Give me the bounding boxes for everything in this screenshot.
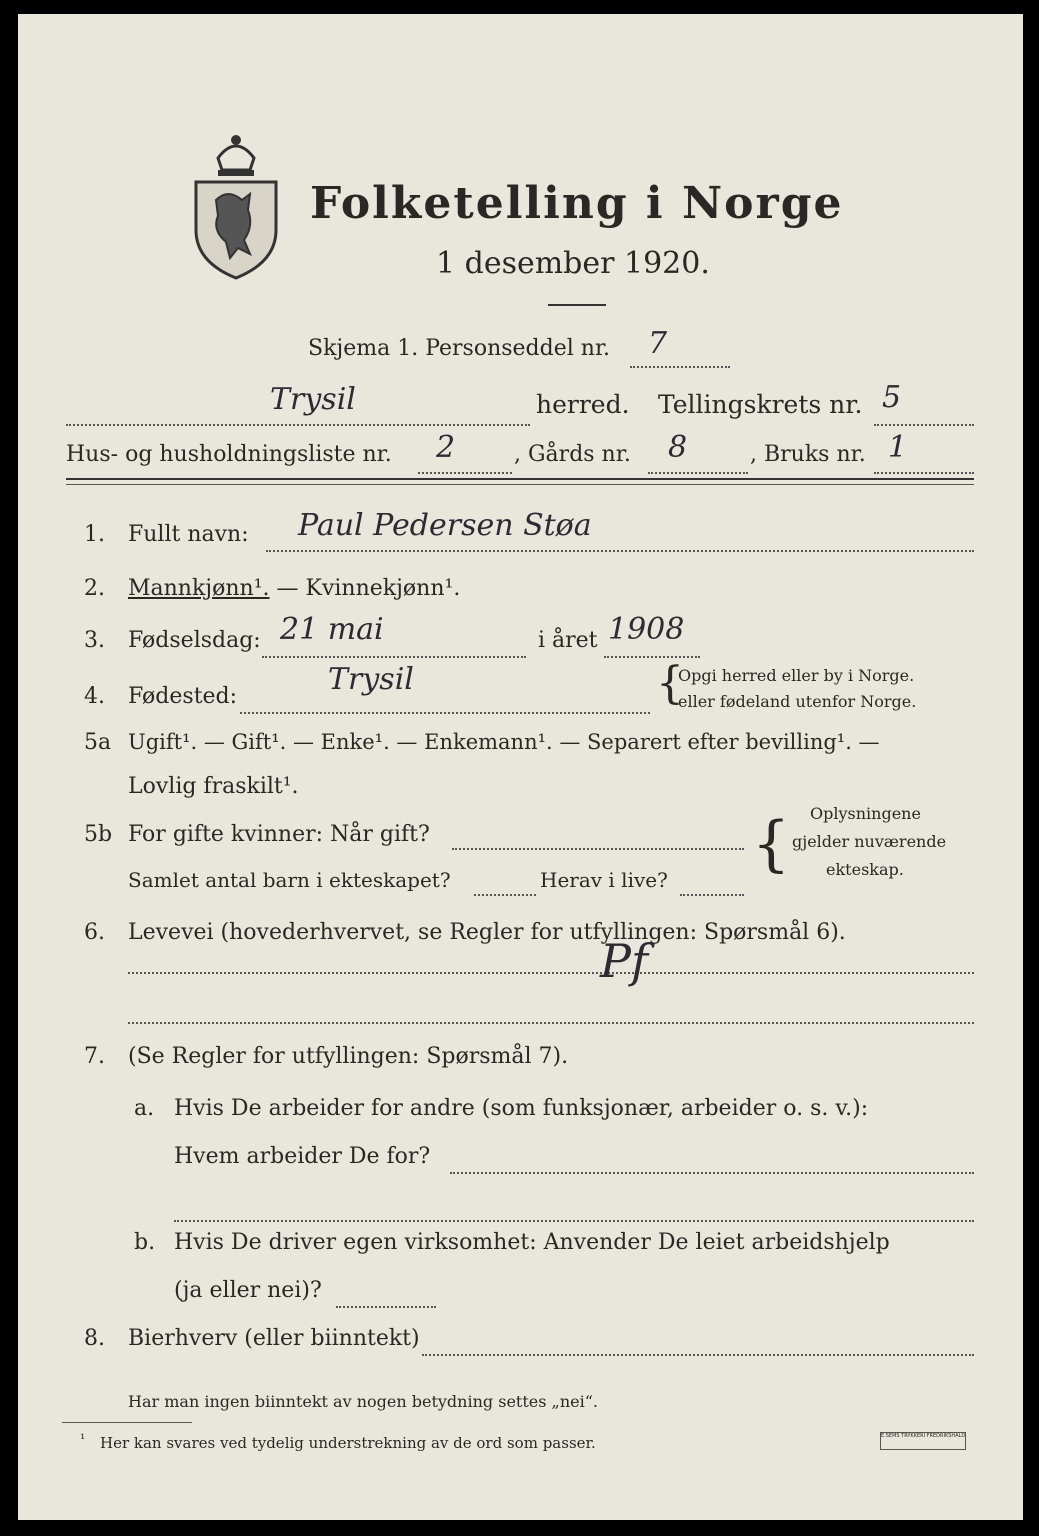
q8-number: 8. [84, 1326, 105, 1351]
employer-line-2[interactable] [174, 1220, 974, 1222]
side-income-line[interactable] [422, 1354, 974, 1356]
q7b-yesno-label: (ja eller nei)? [174, 1278, 322, 1303]
q5b-brace: { [752, 809, 791, 879]
footnote-mark: ¹ [80, 1432, 86, 1447]
header-rule-bottom [66, 484, 974, 485]
bruks-value[interactable]: 1 [888, 430, 908, 465]
bruks-line [874, 472, 974, 474]
q5b-note-3: ekteskap. [826, 860, 904, 879]
q7a-employer-label: Hvem arbeider De for? [174, 1144, 431, 1169]
q6-number: 6. [84, 920, 105, 945]
q8-label: Bierhverv (eller biinntekt) [128, 1326, 420, 1351]
q7b-number: b. [134, 1230, 156, 1255]
married-when-line[interactable] [452, 848, 744, 850]
marital-status-options-2[interactable]: Lovlig fraskilt¹. [128, 774, 299, 799]
hus-line [418, 472, 512, 474]
children-alive-line[interactable] [680, 894, 744, 896]
q5a-number: 5a [84, 730, 112, 755]
q6-label: Levevei (hovederhvervet, se Regler for utfyllingen: Spørsmål 6). [128, 920, 846, 945]
printer-stamp: E.SEMS TRYKKERI FREDRIKSHALD [880, 1432, 966, 1450]
q7-label: (Se Regler for utfyllingen: Spørsmål 7). [128, 1044, 569, 1069]
q7a-number: a. [134, 1096, 155, 1121]
q3-line [262, 656, 526, 658]
birthplace-value[interactable]: Trysil [328, 662, 414, 697]
q5b-children-label: Samlet antal barn i ekteskapet? [128, 868, 451, 892]
q3-label: Fødselsdag: [128, 628, 261, 653]
census-form [18, 14, 1023, 1520]
q1-line [266, 550, 974, 552]
q7-number: 7. [84, 1044, 105, 1069]
hus-label: Hus- og husholdningsliste nr. [66, 442, 392, 467]
q5b-label: For gifte kvinner: Når gift? [128, 822, 430, 847]
header-rule-top [66, 478, 974, 480]
hus-value[interactable]: 2 [436, 430, 456, 465]
q5b-alive-label: Herav i live? [540, 868, 668, 892]
q4-line [240, 712, 650, 714]
q2-options [128, 576, 460, 601]
footer-note: Har man ingen biinntekt av nogen betydning settes „nei“. [128, 1392, 598, 1411]
birthday-value[interactable]: 21 mai [280, 612, 384, 647]
title-divider [548, 304, 606, 306]
q5b-note-1: Oplysningene [810, 804, 921, 823]
q5b-note-2: gjelder nuværende [792, 832, 947, 851]
gards-line [648, 472, 748, 474]
full-name-value[interactable]: Paul Pedersen Støa [298, 508, 592, 543]
q7a-label: Hvis De arbeider for andre (som funksjonær, arbeider o. s. v.): [174, 1096, 869, 1121]
birth-year-value[interactable]: 1908 [608, 612, 685, 647]
q3-number: 3. [84, 628, 105, 653]
marital-status-options[interactable]: Ugift¹. — Gift¹. — Enke¹. — Enkemann¹. — Separert efter bevilling¹. — [128, 730, 880, 754]
occupation-line-2[interactable] [128, 1022, 974, 1024]
q2-male-option[interactable]: Mannkjønn¹. [128, 576, 270, 601]
form-title: Folketelling i Norge [310, 178, 844, 229]
q4-number: 4. [84, 684, 105, 709]
schema-label: Skjema 1. Personseddel nr. [308, 336, 611, 361]
krets-label: Tellingskrets nr. [658, 390, 863, 419]
schema-value[interactable]: 7 [648, 326, 668, 361]
coat-of-arms-icon [188, 130, 284, 280]
q7b-label: Hvis De driver egen virksomhet: Anvender De leiet arbeidshjelp [174, 1230, 890, 1255]
bruks-label: , Bruks nr. [750, 442, 866, 467]
children-total-line[interactable] [474, 894, 536, 896]
q2-female-option[interactable]: — Kvinnekjønn¹. [269, 576, 461, 601]
census-date: 1 desember 1920. [436, 246, 710, 281]
q4-note-1: Opgi herred eller by i Norge. [678, 666, 915, 685]
schema-line [630, 366, 730, 368]
krets-value[interactable]: 5 [882, 380, 902, 415]
gards-label: , Gårds nr. [514, 442, 631, 467]
q4-note-2: eller fødeland utenfor Norge. [678, 692, 917, 711]
footnote-text: Her kan svares ved tydelig understrekning av de ord som passer. [100, 1434, 596, 1452]
herred-label: herred. [536, 390, 630, 419]
herred-line [66, 424, 530, 426]
occupation-line-1[interactable] [128, 972, 974, 974]
q4-label: Fødested: [128, 684, 238, 709]
q2-number: 2. [84, 576, 105, 601]
herred-value[interactable]: Trysil [270, 382, 356, 417]
q3-year-line [604, 656, 700, 658]
q1-label: Fullt navn: [128, 522, 249, 547]
krets-line [874, 424, 974, 426]
employer-line-1[interactable] [450, 1172, 974, 1174]
footnote-rule [62, 1422, 192, 1423]
q4-brace: { [656, 658, 684, 709]
q3-year-label: i året [538, 628, 598, 653]
q5b-number: 5b [84, 822, 113, 847]
gards-value[interactable]: 8 [668, 430, 688, 465]
hired-help-line[interactable] [336, 1306, 436, 1308]
occupation-mark: Pf [600, 934, 648, 988]
q1-number: 1. [84, 522, 105, 547]
